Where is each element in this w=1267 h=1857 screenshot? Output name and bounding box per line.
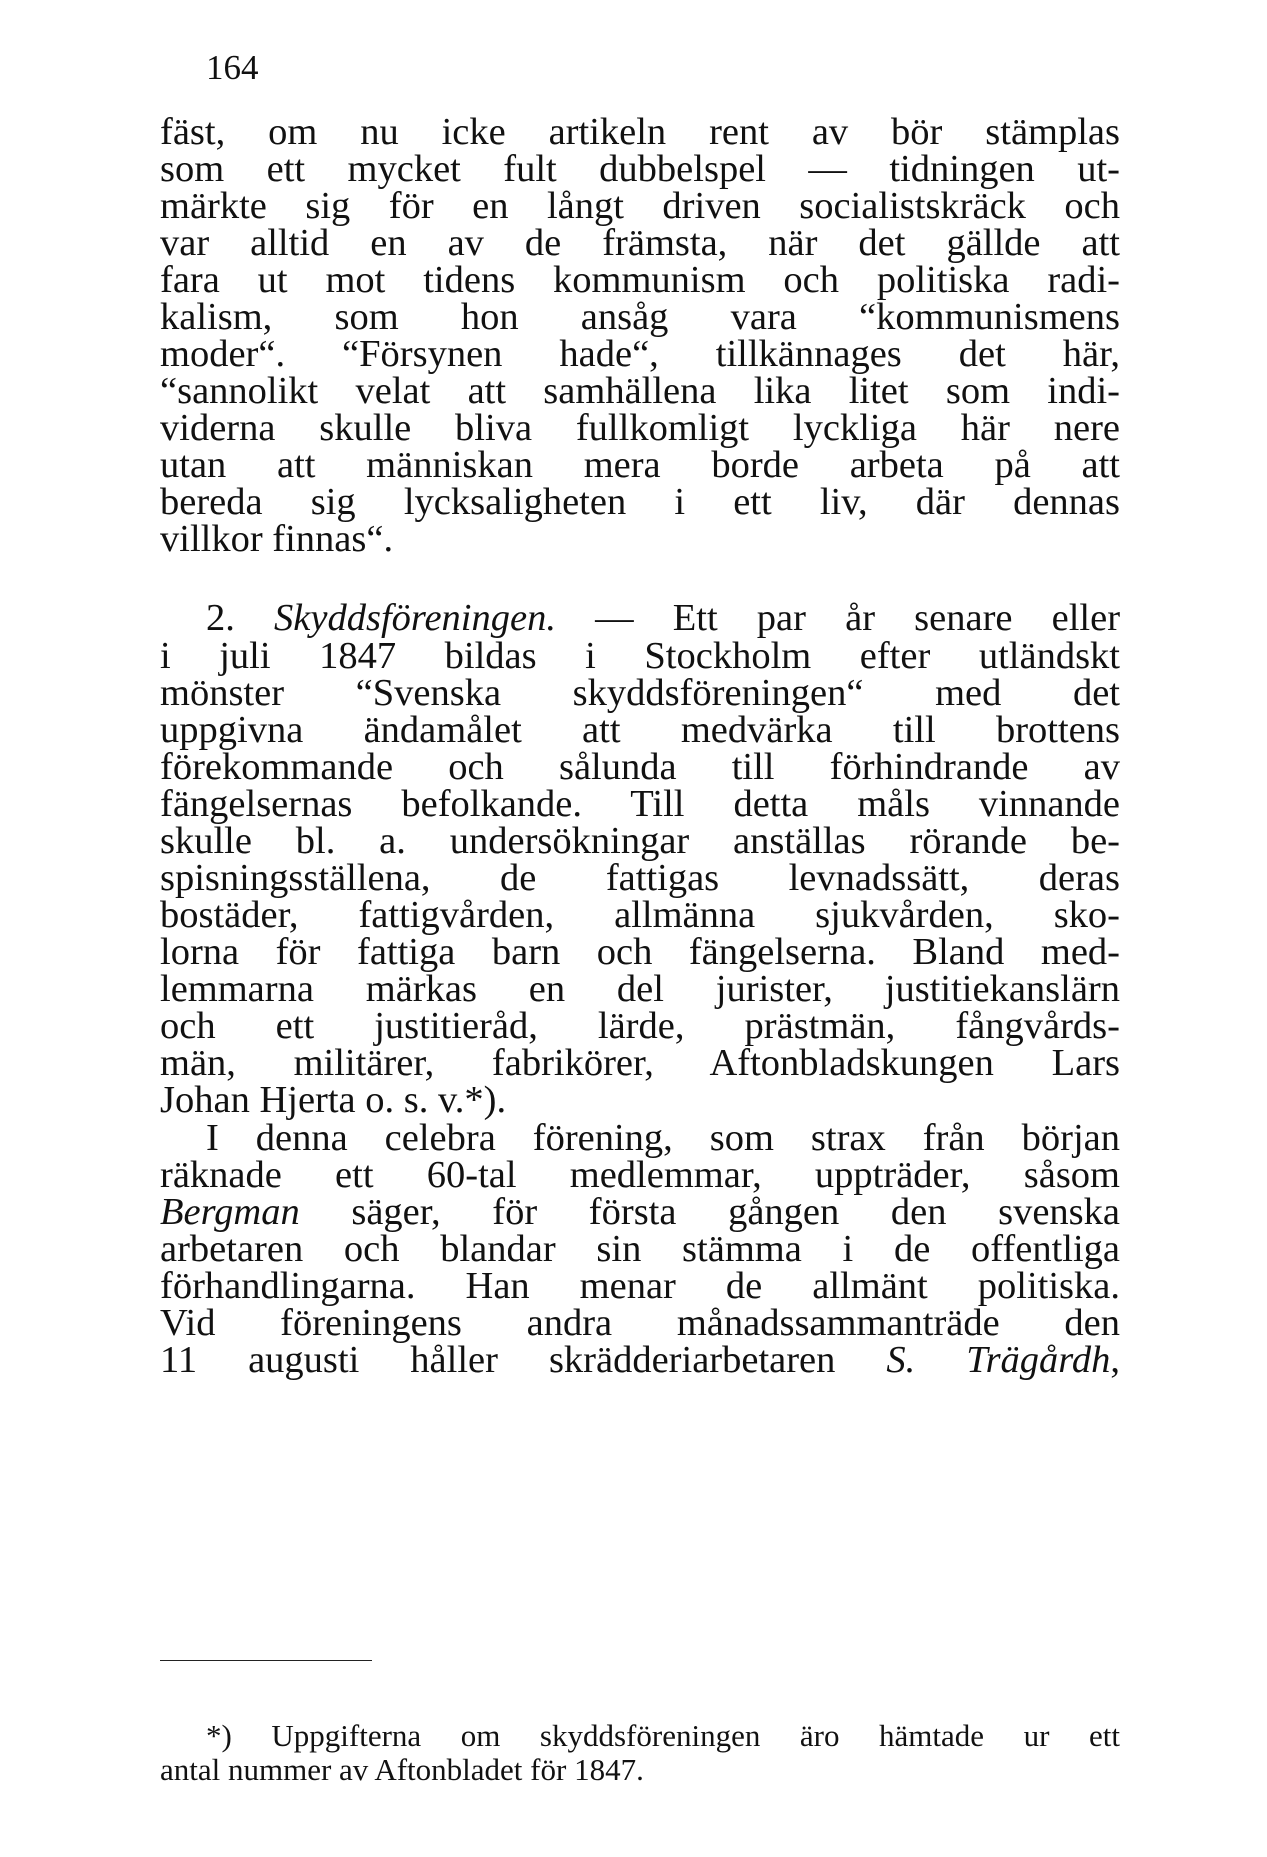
text-line: moder“. “Försynen hade“, tillkännages det här,	[160, 333, 1120, 375]
text-line: män, militärer, fabrikörer, Aftonbladskungen Lars	[160, 1042, 1120, 1084]
text-span: 11 augusti håller skrädderiarbetaren	[160, 1339, 887, 1381]
text-line: bostäder, fattigvården, allmänna sjukvården, sko-	[160, 894, 1120, 936]
text-line: “sannolikt velat att samhällena lika litet som indi-	[160, 370, 1120, 412]
text-line: skulle bl. a. undersökningar anställas rörande be-	[160, 820, 1120, 862]
text-line: mönster “Svenska skyddsföreningen“ med det	[160, 672, 1120, 714]
section-heading: Skyddsföreningen.	[274, 597, 556, 639]
text-line: märkte sig för en långt driven socialistskräck och	[160, 185, 1120, 227]
text-line: som ett mycket fult dubbelspel — tidningen ut-	[160, 148, 1120, 190]
text-span: säger, för första gången den svenska	[299, 1191, 1120, 1233]
text-line: fängelsernas befolkande. Till detta måls vinnande	[160, 783, 1120, 825]
text-line: och ett justitieråd, lärde, prästmän, fångvårds-	[160, 1005, 1120, 1047]
footnote-line: antal nummer av Aftonbladet för 1847.	[160, 1752, 644, 1787]
author-name: Bergman	[160, 1191, 300, 1233]
section-number: 2.	[206, 597, 235, 639]
text-line: bereda sig lycksaligheten i ett liv, där dennas	[160, 481, 1120, 523]
text-line: uppgivna ändamålet att medvärka till brottens	[160, 709, 1120, 751]
text-line: fara ut mot tidens kommunism och politiska radi-	[160, 259, 1120, 301]
text-line: räknade ett 60-tal medlemmar, uppträder, såsom	[160, 1154, 1120, 1196]
text-line: fäst, om nu icke artikeln rent av bör stämplas	[160, 111, 1120, 153]
text-span: — Ett par år senare eller	[555, 597, 1121, 639]
page-number: 164	[206, 48, 259, 87]
person-name: S. Trägårdh	[886, 1339, 1111, 1381]
text-line: var alltid en av de främsta, när det gällde att	[160, 222, 1120, 264]
footnote-divider	[160, 1660, 372, 1661]
text-line: förekommande och sålunda till förhindrande av	[160, 746, 1120, 788]
text-line: Vid föreningens andra månadssammanträde den	[160, 1302, 1120, 1344]
text-line: Johan Hjerta o. s. v.*).	[160, 1079, 507, 1121]
text-line: förhandlingarna. Han menar de allmänt politiska.	[160, 1265, 1120, 1307]
text-line: arbetaren och blandar sin stämma i de offentliga	[160, 1228, 1120, 1270]
text-line: lorna för fattiga barn och fängelserna. Bland med-	[160, 931, 1120, 973]
text-line: viderna skulle bliva fullkomligt lyckliga här nere	[160, 407, 1120, 449]
text-line: i juli 1847 bildas i Stockholm efter utländskt	[160, 635, 1120, 677]
text-line: villkor finnas“.	[160, 518, 394, 560]
text-line: utan att människan mera borde arbeta på att	[160, 444, 1120, 486]
text-line: lemmarna märkas en del jurister, justitiekanslärn	[160, 968, 1120, 1010]
text-span: ,	[1110, 1339, 1120, 1381]
text-line: spisningsställena, de fattigas levnadssätt, deras	[160, 857, 1120, 899]
text-line: kalism, som hon ansåg vara “kommunismens	[160, 296, 1120, 338]
footnote-line: *) Uppgifterna om skyddsföreningen äro hämtade ur ett	[206, 1718, 1120, 1753]
text-line: I denna celebra förening, som strax från början	[206, 1117, 1120, 1159]
text-line	[160, 1338, 1120, 1382]
